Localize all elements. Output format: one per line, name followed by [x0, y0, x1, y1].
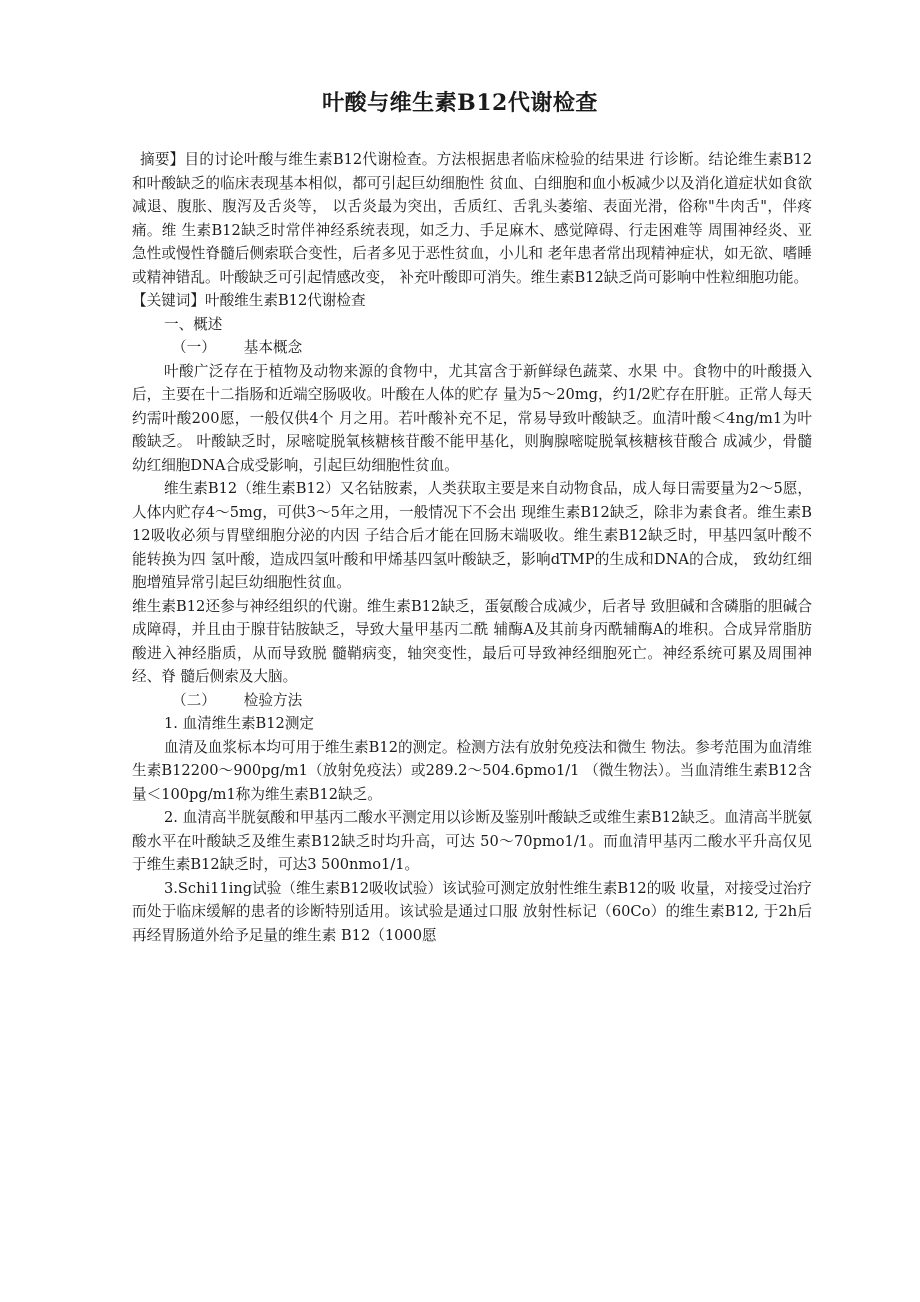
section-heading-overview: 一、概述: [164, 315, 223, 333]
keywords-line: 【关键词】叶酸维生素B12代谢检查: [132, 292, 366, 309]
neuro-paragraph: 维生素B12还参与神经组织的代谢。维生素B12缺乏，蛋氨酸合成减少，后者导 致胆碱和含磷脂的胆碱合成障碍，并且由于腺苷钴胺缺乏，导致大量甲基丙二酰 辅酶A及其前身丙酰辅酶A的堆积。合成异常脂肪酸进入神经脂质，从而导致脱 髓鞘病变，轴突变性，最后可导致神经细胞死亡。神经系统可累及周围神经、脊 髓后侧索及大脑。: [132, 597, 812, 685]
subsection-heading-basic-concepts: [132, 336, 812, 360]
document-title: 叶酸与维生素B12代谢检查: [322, 90, 598, 116]
method-1-paragraph: 血清及血浆标本均可用于维生素B12的测定。检测方法有放射免疫法和微生 物法。参考范围为血清维生素B12200〜900pg/m1（放射免疫法）或289.2〜504.6pmo1/1 （微生物法）。当血清维生素B12含量＜100pg/m1称为维生素B12缺乏。: [132, 738, 812, 803]
folate-paragraph: 叶酸广泛存在于植物及动物来源的食物中，尤其富含于新鲜绿色蔬菜、水果 中。食物中的叶酸摄入后，主要在十二指肠和近端空肠吸收。叶酸在人体的贮存 量为5〜20mg，约1/2贮存在肝脏。正常人每天约需叶酸200愿，一般仅供4个 月之用。若叶酸补充不足，常易导致叶酸缺乏。血清叶酸＜4ng/m1为叶酸缺乏。 叶酸缺乏时，尿嘧啶脱氧核糖核苷酸不能甲基化，则胸腺嘧啶脱氧核糖核苷酸合 成减少，骨髓幼红细胞DNA合成受影响，引起巨幼细胞性贫血。: [132, 362, 812, 474]
method-2-paragraph: 2. 血清高半胱氨酸和甲基丙二酸水平测定用以诊断及鉴别叶酸缺乏或维生素B12缺乏。血清高半胱氨酸水平在叶酸缺乏及维生素B12缺乏时均升高，可达 50〜70pmo1/1。而血清甲基丙二酸水平升高仅见于维生素B12缺乏时，可达3 500nmo1/1。: [132, 809, 812, 873]
subsection-title: 基本概念: [243, 339, 303, 356]
subsection-title: 检验方法: [243, 691, 303, 709]
b12-paragraph: 维生素B12（维生素B12）又名钴胺素，人类获取主要是来自动物食品，成人每日需要量为2〜5愿，人体内贮存4〜5mg，可供3〜5年之用，一般情况下不会出 现维生素B12缺乏，除非为素食者。维生素B12吸收必须与胃壁细胞分泌的内因 子结合后才能在回肠末端吸收。维生素B12缺乏时，甲基四氢叶酸不能转换为四 氢叶酸，造成四氢叶酸和甲烯基四氢叶酸缺乏，影响dTMP的生成和DNA的合成， 致幼红细胞增殖异常引起巨幼细胞性贫血。: [132, 480, 812, 591]
method-1-title: 1. 血清维生素B12测定: [164, 715, 315, 732]
abstract-paragraph: 摘要】目的讨论叶酸与维生素B12代谢检查。方法根据患者临床检验的结果进 行诊断。结论维生素B12和叶酸缺乏的临床表现基本相似，都可引起巨幼细胞性 贫血、白细胞和血小板减少以及消化道症状如食欲减退、腹胀、腹泻及舌炎等， 以舌炎最为突出，舌质红、舌乳头萎缩、表面光滑，俗称"牛肉舌"，伴疼痛。维 生素B12缺乏时常伴神经系统表现，如乏力、手足麻木、感觉障碍、行走困难等 周围神经炎、亚急性或慢性脊髓后侧索联合变性，后者多见于恶性贫血，小儿和 老年患者常出现精神症状，如无欲、嗜睡或精神错乱。叶酸缺乏可引起情感改变， 补充叶酸即可消失。维生素B12缺乏尚可影响中性粒细胞功能。: [132, 151, 812, 286]
document-body: [132, 148, 812, 947]
subsection-number: （二）: [172, 691, 216, 709]
subsection-heading-methods: [132, 689, 812, 713]
subsection-number: （一）: [172, 339, 216, 356]
method-3-paragraph: 3.Schi11ing试验（维生素B12吸收试验）该试验可测定放射性维生素B12的吸 收量，对接受过治疗而处于临床缓解的患者的诊断特别适用。该试验是通过口服 放射性标记（60Co）的维生素B12, 于2h后再经胃肠道外给予足量的维生素 B12（1000愿: [132, 879, 812, 944]
